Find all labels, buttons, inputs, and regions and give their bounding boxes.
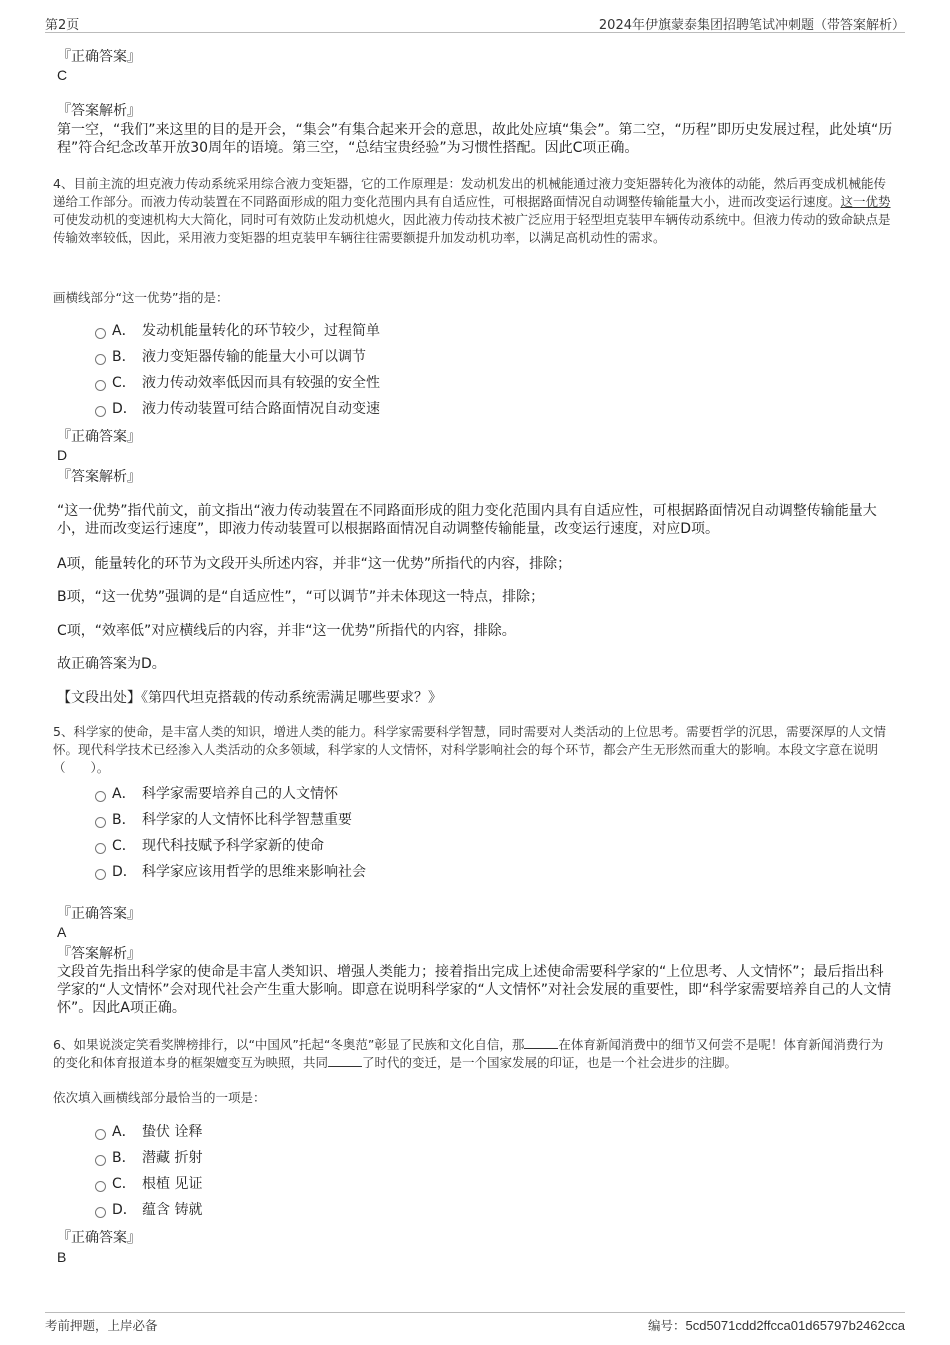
q4-analysis-1: “这一优势”指代前文，前文指出“液力传动装置在不同路面形成的阻力变化范围内具有自适应性，可根据路面情况自动调整传输能量大小，进而改变运行速度”，即液力传动装置可以根据路面情况自动调整传输能量，改变运行速度，对应D项。 xyxy=(57,503,877,537)
blank-line xyxy=(524,1036,558,1049)
option-letter: B． xyxy=(112,349,136,365)
radio-icon[interactable] xyxy=(95,817,106,828)
radio-icon[interactable] xyxy=(95,791,106,802)
option-letter: B． xyxy=(112,812,136,828)
option-letter: D． xyxy=(112,1202,137,1218)
q5-options xyxy=(95,783,795,887)
q4-option-c[interactable] xyxy=(95,372,795,398)
q6-option-b[interactable] xyxy=(95,1147,795,1173)
option-letter: D． xyxy=(112,401,137,417)
q5-analysis-label: 『答案解析』 xyxy=(57,946,141,962)
q6-stem xyxy=(53,1036,895,1072)
radio-icon[interactable] xyxy=(95,1207,106,1218)
q4-answer: D xyxy=(57,447,68,463)
q6-correct-label: 『正确答案』 xyxy=(57,1230,141,1246)
q6-option-d[interactable] xyxy=(95,1199,795,1225)
option-text: 科学家应该用哲学的思维来影响社会 xyxy=(142,864,366,880)
page-footer xyxy=(45,1312,905,1337)
q5-option-b[interactable] xyxy=(95,809,795,835)
radio-icon[interactable] xyxy=(95,328,106,339)
q4-analysis-5: 故正确答案为D。 xyxy=(57,656,166,672)
option-text: 发动机能量转化的环节较少，过程简单 xyxy=(142,323,380,339)
q4-option-b[interactable] xyxy=(95,346,795,372)
radio-icon[interactable] xyxy=(95,1181,106,1192)
q4-option-d[interactable] xyxy=(95,398,795,424)
option-text: 蛰伏 诠释 xyxy=(142,1124,203,1140)
footer-slogan: 考前押题，上岸必备 xyxy=(45,1318,158,1333)
q6-stem-part1: 6、如果说淡定笑看奖牌榜排行，以“中国风”托起“冬奥范”彰显了民族和文化自信，那 xyxy=(53,1037,525,1052)
q5-analysis: 文段首先指出科学家的使命是丰富人类知识、增强人类能力；接着指出完成上述使命需要科学家的“上位思考、人文情怀”；最后指出科学家的“人文情怀”会对现代社会产生重大影响。即意在说明科学家的“人文情怀”对社会发展的重要性，即“科学家需要培养自己的人文情怀”。因此A项正确。 xyxy=(57,964,892,1016)
q6-prompt: 依次填入画横线部分最恰当的一项是： xyxy=(53,1090,266,1105)
q5-correct-label: 『正确答案』 xyxy=(57,906,141,922)
option-text: 蕴含 铸就 xyxy=(142,1202,203,1218)
option-letter: C． xyxy=(112,838,136,854)
option-letter: A． xyxy=(112,1124,136,1140)
q4-analysis-2: A项，能量转化的环节为文段开头所述内容，并非“这一优势”所指代的内容，排除； xyxy=(57,556,572,572)
option-letter: A． xyxy=(112,323,136,339)
radio-icon[interactable] xyxy=(95,1129,106,1140)
option-text: 科学家的人文情怀比科学智慧重要 xyxy=(142,812,352,828)
q6-stem-part2: 在体育新闻消费中的细节又何尝不是呢！体育新闻消费行为的变化和体育报道本身的框架嬗变互为映照，共同 xyxy=(53,1037,884,1070)
option-letter: D． xyxy=(112,864,137,880)
option-text: 现代科技赋予科学家新的使命 xyxy=(142,838,324,854)
q3-analysis: 第一空，“我们”来这里的目的是开会，“集会”有集合起来开会的意思，故此处应填“集会”。第二空，“历程”即历史发展过程，此处填“历程”符合纪念改革开放30周年的语境。第三空，“总结宝贵经验”为习惯性搭配。因此C项正确。 xyxy=(57,122,893,156)
q4-underlined-phrase: 这一优势 xyxy=(840,194,891,209)
q6-option-a[interactable] xyxy=(95,1121,795,1147)
option-text: 液力传动装置可结合路面情况自动变速 xyxy=(142,401,380,417)
document-code xyxy=(648,1316,905,1334)
radio-icon[interactable] xyxy=(95,380,106,391)
blank-line xyxy=(328,1054,362,1067)
option-text: 科学家需要培养自己的人文情怀 xyxy=(142,786,338,802)
q4-stem xyxy=(53,175,895,247)
option-letter: B． xyxy=(112,1150,136,1166)
q5-answer: A xyxy=(57,924,67,940)
option-letter: A． xyxy=(112,786,136,802)
q6-answer: B xyxy=(57,1249,67,1265)
option-text: 液力传动效率低因而具有较强的安全性 xyxy=(142,375,380,391)
q4-analysis-4: C项，“效率低”对应横线后的内容，并非“这一优势”所指代的内容，排除。 xyxy=(57,623,516,639)
option-letter: C． xyxy=(112,375,136,391)
option-text: 潜藏 折射 xyxy=(142,1150,203,1166)
q4-analysis-3: B项，“这一优势”强调的是“自适应性”，“可以调节”并未体现这一特点，排除； xyxy=(57,589,545,605)
option-text: 液力变矩器传输的能量大小可以调节 xyxy=(142,349,366,365)
q5-option-d[interactable] xyxy=(95,861,795,887)
page-number: 第2页 xyxy=(45,18,80,33)
q3-answer: C xyxy=(57,67,68,83)
code-label: 编号： xyxy=(647,1318,686,1333)
q3-analysis-label: 『答案解析』 xyxy=(57,103,141,119)
q5-option-c[interactable] xyxy=(95,835,795,861)
q4-option-a[interactable] xyxy=(95,320,795,346)
q4-analysis-label: 『答案解析』 xyxy=(57,469,141,485)
document-title: 2024年伊旗蒙泰集团招聘笔试冲刺题（带答案解析） xyxy=(598,18,905,33)
radio-icon[interactable] xyxy=(95,406,106,417)
radio-icon[interactable] xyxy=(95,1155,106,1166)
q5-stem: 5、科学家的使命，是丰富人类的知识，增进人类的能力。科学家需要科学智慧，同时需要对人类活动的上位思考。需要哲学的沉思，需要深厚的人文情怀。现代科学技术已经渗入人类活动的众多领域，科学家的人文情怀，对科学影响社会的每个环节，都会产生无形然而重大的影响。本段文字意在说明（ ）。 xyxy=(53,724,886,775)
q4-prompt: 画横线部分“这一优势”指的是： xyxy=(53,290,229,305)
q6-stem-part3: 了时代的变迁，是一个国家发展的印证，也是一个社会进步的注脚。 xyxy=(362,1055,738,1070)
q4-source: 【文段出处】《第四代坦克搭载的传动系统需满足哪些要求？》 xyxy=(57,690,442,706)
q5-option-a[interactable] xyxy=(95,783,795,809)
radio-icon[interactable] xyxy=(95,354,106,365)
q6-options xyxy=(95,1121,795,1225)
q6-option-c[interactable] xyxy=(95,1173,795,1199)
q4-stem-part2: 可使发动机的变速机构大大简化，同时可有效防止发动机熄火，因此液力传动技术被广泛应用于轻型坦克装甲车辆传动系统中。但液力传动的致命缺点是传输效率较低，因此，采用液力变矩器的坦克装甲车辆往往需要额提升加发动机功率，以满足高机动性的需求。 xyxy=(53,212,891,245)
q4-options xyxy=(95,320,795,424)
page-header xyxy=(45,14,905,33)
code-value: 5cd5071cdd2ffcca01d65797b2462cca xyxy=(685,1318,905,1333)
q3-correct-label: 『正确答案』 xyxy=(57,49,141,65)
option-text: 根植 见证 xyxy=(142,1176,203,1192)
q4-correct-label: 『正确答案』 xyxy=(57,429,141,445)
option-letter: C． xyxy=(112,1176,136,1192)
radio-icon[interactable] xyxy=(95,869,106,880)
q4-stem-part1: 4、目前主流的坦克液力传动系统采用综合液力变矩器，它的工作原理是：发动机发出的机械能通过液力变矩器转化为液体的动能，然后再变成机械能传递给工作部分。而液力传动装置在不同路面形成的阻力变化范围内具有自适应性，可根据路面情况自动调整传输能量大小，进而改变运行速度。 xyxy=(53,176,886,209)
radio-icon[interactable] xyxy=(95,843,106,854)
